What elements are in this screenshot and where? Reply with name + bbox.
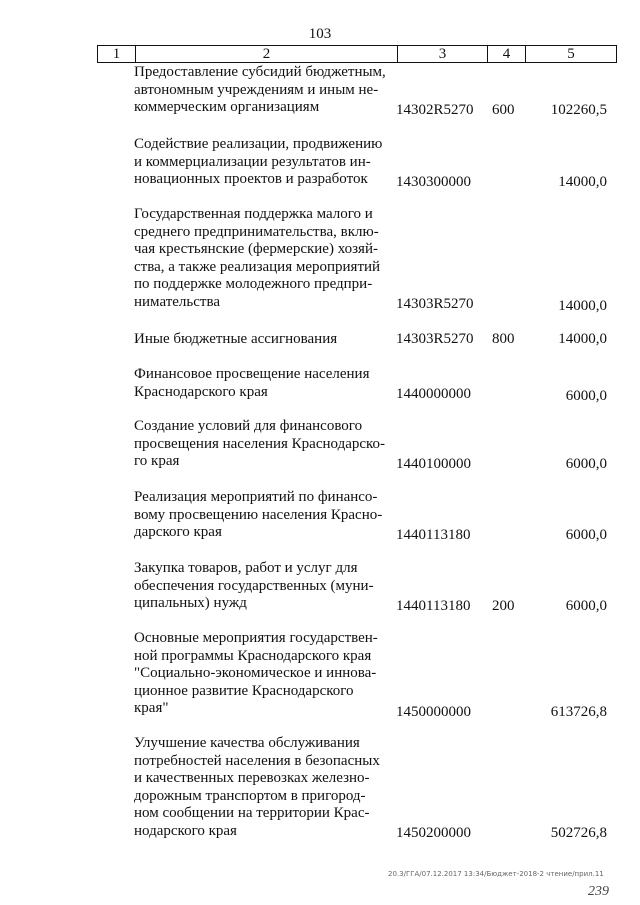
row-name: Содействие реализации, продвижению и коммерциализации результатов ин- новационных проектов и разработок (134, 136, 383, 188)
row-type: 200 (492, 598, 515, 614)
header-col-5: 5 (567, 46, 575, 62)
row-code: 1440000000 (396, 386, 471, 402)
corner-number: 239 (588, 884, 609, 899)
row-amount: 6000,0 (565, 598, 607, 614)
row-amount: 14000,0 (558, 298, 607, 314)
row-name: Улучшение качества обслуживания потребностей населения в безопасных и качественных перевозках железно- дорожным транспортом в пригород- ном сообщении на территории Крас- нодарского края (134, 735, 380, 839)
row-code: 14303R5270 (396, 331, 474, 347)
row-amount: 613726,8 (550, 704, 607, 720)
row-code: 1430300000 (396, 174, 471, 190)
row-code: 1440113180 (396, 527, 471, 543)
page-number: 103 (308, 26, 332, 42)
row-code: 14303R5270 (396, 296, 474, 312)
row-name: Основные мероприятия государствен- ной программы Краснодарского края "Социально-экономическое и иннова- ционное развитие Краснодарского края" (134, 630, 378, 717)
row-name: Финансовое просвещение населения Краснодарского края (134, 366, 370, 400)
row-code: 1440113180 (396, 598, 471, 614)
row-amount: 14000,0 (558, 331, 607, 347)
row-name: Создание условий для финансового просвещения населения Краснодарско- го края (134, 418, 386, 470)
row-code: 14302R5270 (396, 102, 474, 118)
row-amount: 102260,5 (550, 102, 607, 118)
row-type: 800 (492, 331, 515, 347)
row-name: Иные бюджетные ассигнования (134, 331, 338, 347)
row-amount: 6000,0 (565, 388, 607, 404)
row-amount: 6000,0 (565, 527, 607, 543)
row-name: Закупка товаров, работ и услуг для обеспечения государственных (муни- ципальных) нужд (134, 560, 374, 612)
row-amount: 6000,0 (565, 456, 607, 472)
table-header (97, 45, 617, 63)
row-name: Предоставление субсидий бюджетным, автономным учреждениям и иным не- коммерческим организациям (134, 64, 386, 116)
row-amount: 14000,0 (558, 174, 607, 190)
row-type: 600 (492, 102, 515, 118)
footer-stamp: 20.3/ГГА/07.12.2017 13:34/Бюджет-2018-2 чтение/прил.11 (388, 870, 604, 878)
header-col-3: 3 (398, 46, 488, 62)
row-code: 1450200000 (396, 825, 471, 841)
row-code: 1440100000 (396, 456, 471, 472)
row-name: Государственная поддержка малого и среднего предпринимательства, вклю- чая крестьянские (фермерские) хозяй- ства, а также реализация мероприятий по поддержке молодежного предпри- нимательства (134, 206, 381, 310)
row-name: Реализация мероприятий по финансо- вому просвещению населения Красно- дарского края (134, 489, 383, 541)
header-col-4: 4 (488, 46, 526, 62)
row-code: 1450000000 (396, 704, 471, 720)
header-col-1: 1 (98, 46, 136, 62)
header-col-2: 2 (136, 46, 398, 62)
row-amount: 502726,8 (550, 825, 607, 841)
